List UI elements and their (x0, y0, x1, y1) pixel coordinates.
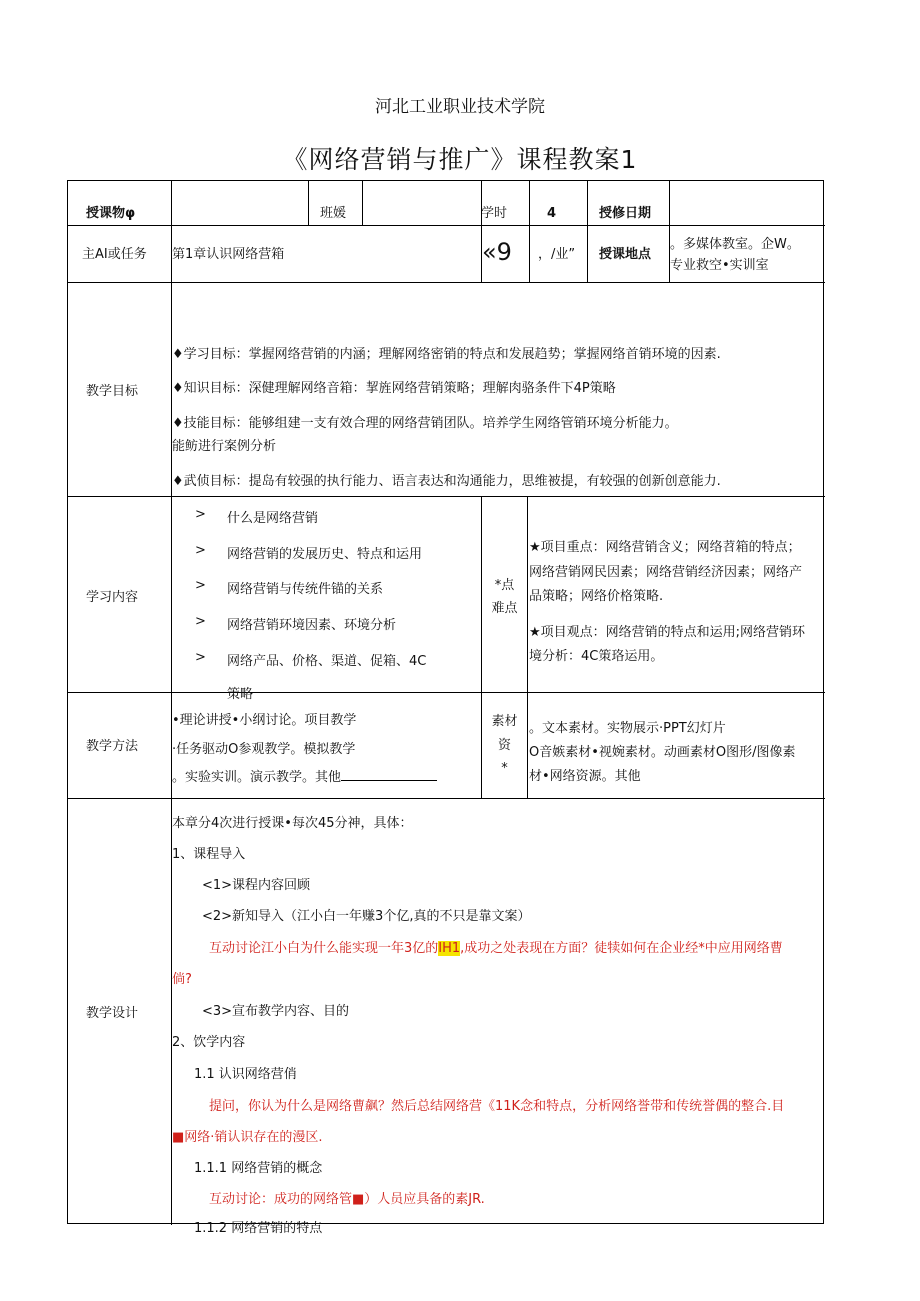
design-discussion (209, 937, 783, 956)
mark-b: ，/业” (538, 247, 576, 262)
content-bullet: > (195, 614, 206, 629)
topic-value: 第1章认识网络营箱 (172, 247, 285, 262)
res-line: 材•网络资源。其他 (529, 769, 641, 784)
design-line: 本章分4次进行授课•每次45分神，具体： (172, 816, 413, 831)
content-bullet: > (195, 507, 206, 522)
key-line: 品策略；网络价格策略. (529, 589, 664, 604)
method-line: •理论讲授•小纲讨论。项目教学 (172, 713, 357, 728)
content-item: 什么是网络营销 (227, 511, 319, 526)
res-line: O音嫉素材•视婉素材。动画素材O图形/图像素 (529, 745, 796, 760)
page-title: 《网络营销与推广》课程教案1 (282, 145, 638, 174)
res-label-1: 素材 (491, 714, 518, 729)
mark-a: «9 (482, 238, 512, 266)
design-line: ■网络·销认识存在的漫区. (172, 1130, 323, 1145)
key-line: 境分析：4C策珞运用。 (529, 649, 664, 664)
content-item: 策略 (227, 687, 254, 702)
place-line-1: 。多媒体教室。企W。 (670, 237, 800, 252)
content-bullet: > (195, 650, 206, 665)
class-label: 班媛 (320, 206, 347, 221)
content-label: 学习内容 (86, 590, 139, 605)
topic-label: 主AI或任务 (82, 247, 147, 262)
key-line: 网络营销网民因素；网络营销经济因素；网络产 (529, 565, 803, 580)
design-line: 2、饮学内容 (172, 1035, 246, 1050)
content-item: 网络营销环境因素、环境分析 (227, 618, 397, 633)
key-label-1: *点 (494, 578, 515, 593)
key-line: ★项目观点：网络营销的特点和运用;网络营销环 (529, 625, 806, 640)
key-line: ★项目重点：网络营销含义；网络苕箱的特点； (529, 540, 801, 555)
goal-item: ♦学习目标：掌握网络营销的内涵；理解网络密销的特点和发展趋势；掌握网络首销环境的因素. (172, 347, 721, 362)
design-label: 教学设计 (86, 1006, 139, 1021)
method-label: 教学方法 (86, 739, 139, 754)
col-divider (527, 496, 528, 799)
date-label: 授修日期 (599, 206, 652, 221)
row-divider (68, 225, 825, 226)
res-label-2: 资 (497, 738, 511, 753)
design-line: 倘? (172, 972, 192, 987)
design-line: 1、课程导入 (172, 847, 246, 862)
goal-item: 能鲂进行案例分析 (172, 439, 277, 454)
key-label-2: 难点 (491, 601, 518, 616)
place-line-2: 专业救空•实训室 (670, 258, 769, 273)
res-label-3: * (501, 761, 508, 776)
col-divider (308, 181, 309, 226)
goal-item: ♦技能目标：能够组建一支有效合理的网络营销团队。培养学生网络管销环境分析能力。 (172, 416, 678, 431)
method-line: 。实验实训。演示教学。其他 (172, 770, 342, 785)
design-line: <2>新知导入（江小白一年赚3个亿,真的不只是靠文案） (202, 909, 531, 924)
design-line: 1.1.1 网络营销的概念 (194, 1161, 323, 1176)
goal-item: ♦武侦目标：提岛有较强的执行能力、语言表达和沟通能力，思维被提，有较强的创新创意能力. (172, 474, 721, 489)
col-divider (529, 181, 530, 283)
hours-value: 4 (547, 206, 557, 221)
highlighted-text: IH1 (438, 941, 461, 956)
design-line: 1.1 认识网络营俏 (194, 1067, 297, 1082)
design-line: 提问，你认为什么是网络曹飙？然后总结网络营《11K念和特点，分析网络誉带和传统誉偶的整合.目 (209, 1099, 785, 1114)
goals-label: 教学目标 (86, 384, 139, 399)
lesson-plan-table (67, 180, 824, 1236)
school-name: 河北工业职业技术学院 (375, 97, 545, 117)
row-divider (68, 692, 825, 693)
hours-label: 学时 (481, 206, 508, 221)
design-text: 互动讨论江小白为什么能实现一年3亿的 (209, 941, 439, 956)
col-divider (481, 181, 482, 283)
row-divider (68, 496, 825, 497)
design-line: <3>宣布教学内容、目的 (202, 1004, 350, 1019)
fill-blank-line (341, 768, 437, 781)
goal-item: ♦知识目标：深健理解网络音箱：挈旌网络营销策略；理解肉骆条件下4P策略 (172, 381, 616, 396)
design-line: 1.1.2 网络营销的特点 (194, 1221, 323, 1236)
row-divider (68, 282, 825, 283)
content-item: 网络产品、价格、渠道、促箱、4C (227, 654, 427, 669)
teacher-label: 授课物φ (86, 206, 136, 221)
res-line: 。文本素材。实物展示·PPT幻灯片 (529, 721, 726, 736)
row-divider (68, 798, 825, 799)
content-bullet: > (195, 578, 206, 593)
method-line: ·任务驱动O参观教学。模拟教学 (172, 742, 356, 757)
design-line: <1>课程内容回顾 (202, 878, 311, 893)
col-divider (171, 181, 172, 1225)
col-divider (587, 181, 588, 283)
col-divider (362, 181, 363, 226)
content-item: 网络营销的发展历史、特点和运用 (227, 547, 423, 562)
method-line-last (172, 766, 437, 785)
content-item: 网络营销与传统件锚的关系 (227, 582, 384, 597)
content-bullet: > (195, 543, 206, 558)
design-line: 互动讨论：成功的网络管■）人员应具备的素JR. (209, 1192, 485, 1207)
design-text: ,成功之处表现在方面？徒犊如何在企业经*中应用网络曹 (460, 941, 783, 956)
place-label: 授课地点 (599, 247, 652, 262)
